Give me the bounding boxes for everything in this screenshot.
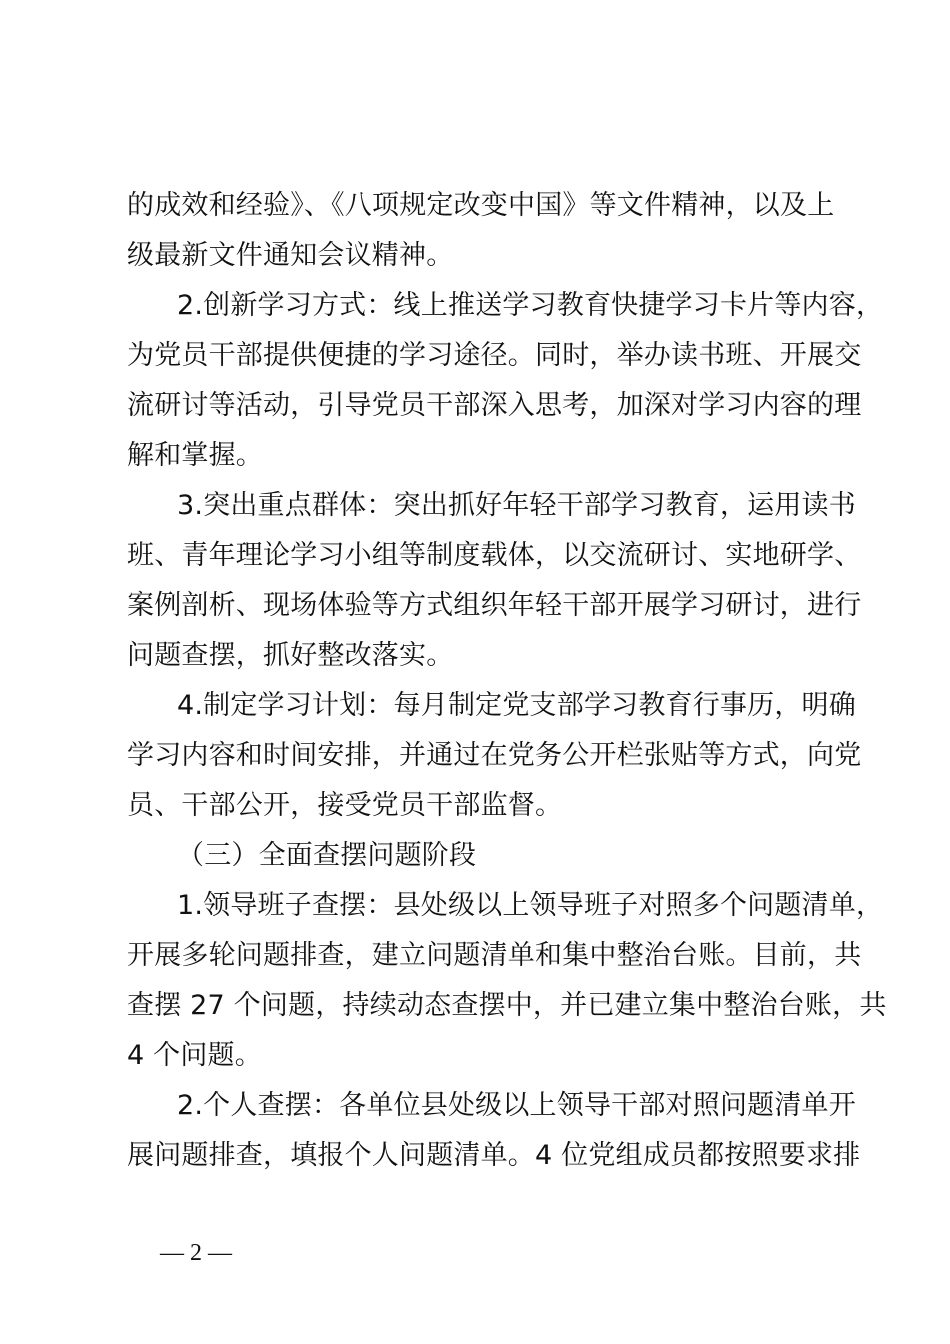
text-line: 员、干部公开，接受党员干部监督。: [127, 790, 563, 821]
text-line: 4 个问题。: [127, 1040, 262, 1071]
text-line: 展问题排查，填报个人问题清单。4 位党组成员都按照要求排: [127, 1140, 861, 1171]
text-line: 开展多轮问题排查，建立问题清单和集中整治台账。目前，共: [127, 940, 862, 971]
text-line: 学习内容和时间安排，并通过在党务公开栏张贴等方式，向党: [127, 740, 862, 771]
page-number: — 2 —: [160, 1240, 232, 1266]
section-heading: （三）全面查摆问题阶段: [177, 840, 477, 871]
paragraph-item-2: 2.个人查摆：各单位县处级以上领导干部对照问题清单开: [177, 1090, 856, 1121]
paragraph-item-2: 2.创新学习方式：线上推送学习教育快捷学习卡片等内容，: [177, 290, 884, 321]
text-line: 流研讨等活动，引导党员干部深入思考，加深对学习内容的理: [127, 390, 862, 421]
text-line: 的成效和经验》、《八项规定改变中国》等文件精神，以及上: [127, 190, 835, 221]
paragraph-item-1: 1.领导班子查摆：县处级以上领导班子对照多个问题清单，: [177, 890, 884, 921]
text-line: 为党员干部提供便捷的学习途径。同时，举办读书班、开展交: [127, 340, 862, 371]
text-line: 班、青年理论学习小组等制度载体，以交流研讨、实地研学、: [127, 540, 862, 571]
text-line: 解和掌握。: [127, 440, 263, 471]
paragraph-item-4: 4.制定学习计划：每月制定党支部学习教育行事历，明确: [177, 690, 856, 721]
text-line: 级最新文件通知会议精神。: [127, 240, 454, 271]
paragraph-item-3: 3.突出重点群体：突出抓好年轻干部学习教育，运用读书: [177, 490, 856, 521]
text-line: 问题查摆，抓好整改落实。: [127, 640, 454, 671]
text-line: 查摆 27 个问题，持续动态查摆中，并已建立集中整治台账，共: [127, 990, 887, 1021]
text-line: 案例剖析、现场体验等方式组织年轻干部开展学习研讨，进行: [127, 590, 862, 621]
